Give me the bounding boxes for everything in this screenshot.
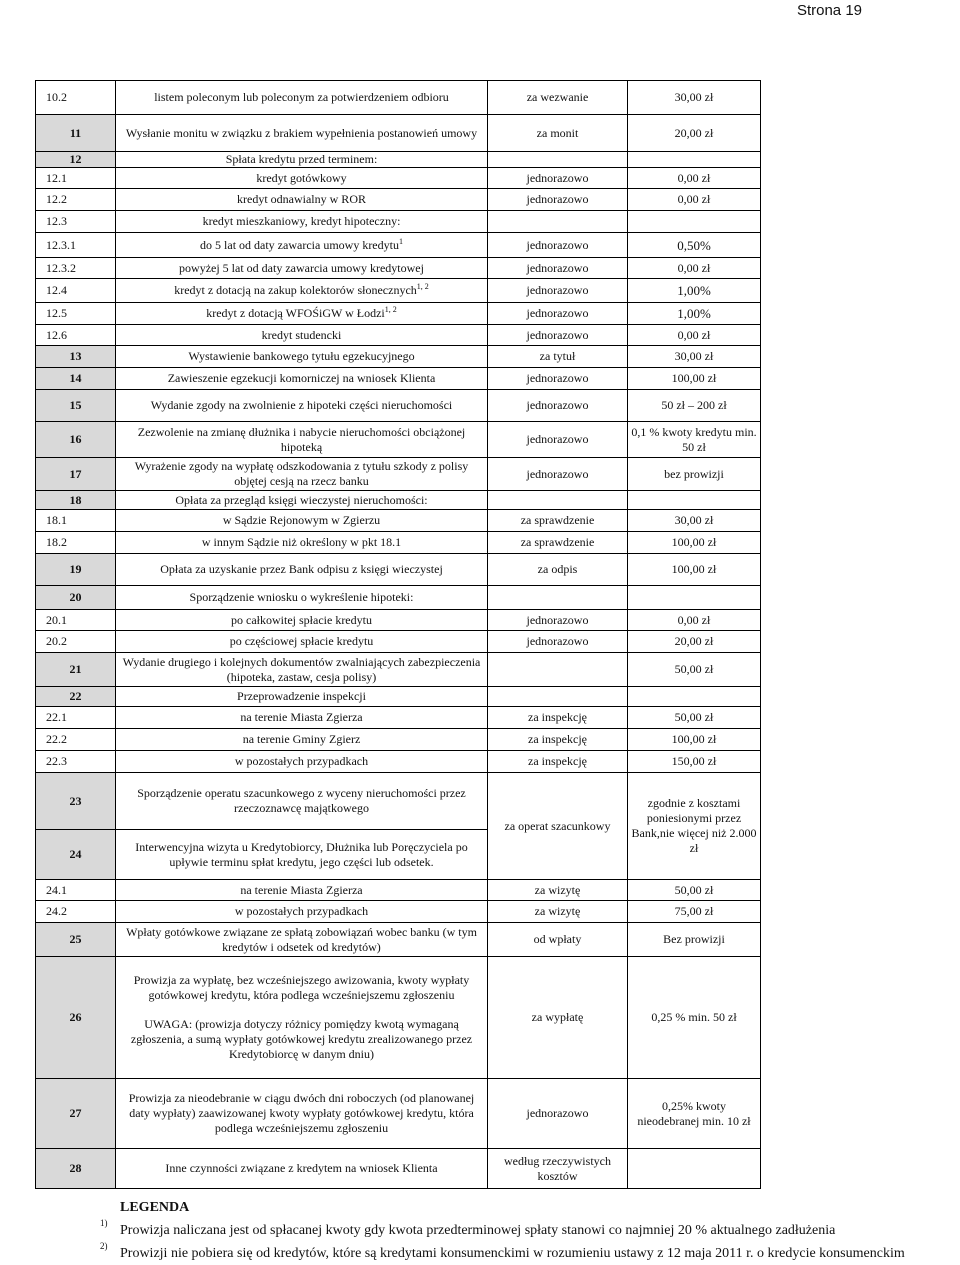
footnote-2-mark: 2) [100, 1241, 108, 1251]
row-fee: 20,00 zł [628, 631, 761, 653]
row-description-text: kredyt z dotacją na zakup kolektorów słonecznych [174, 283, 417, 297]
table-row [36, 233, 761, 258]
row-description-text: Zezwolenie na zmianę dłużnika i nabycie nieruchomości obciążonej hipoteką [137, 424, 466, 454]
footnote-2-text: Prowizji nie pobiera się od kredytów, które są kredytami konsumenckimi w rozumieniu ustawy z 12 maja 2011 r. o kredycie konsumenckim [120, 1246, 905, 1261]
footnote-ref: 1, 2 [384, 305, 397, 314]
row-fee: 50 zł – 200 zł [628, 390, 761, 422]
row-description-text: kredyt gotówkowy [256, 170, 347, 185]
row-fee: 1,00% [628, 303, 761, 325]
row-fee: 0,00 zł [628, 610, 761, 631]
row-fee: 20,00 zł [628, 115, 761, 152]
row-fee: 0,00 zł [628, 325, 761, 346]
row-description-text: po całkowitej spłacie kredytu [231, 612, 372, 627]
row-description [116, 610, 488, 631]
footnote-ref: 1, 2 [416, 282, 429, 291]
table-row [36, 390, 761, 422]
row-fee: 0,25 % min. 50 zł [628, 957, 761, 1079]
row-fee: 75,00 zł [628, 901, 761, 923]
row-number: 28 [36, 1149, 116, 1189]
row-frequency: za inspekcję [488, 751, 628, 773]
row-description [116, 390, 488, 422]
table-row [36, 279, 761, 303]
row-description-text: Prowizja za nieodebranie w ciągu dwóch dni roboczych (od planowanej daty wypłaty) zaawizowanej kwoty wypłaty gotówkowej kredytu, która podlega wcześniejszemu zgłoszeniu [128, 1091, 475, 1135]
row-frequency: jednorazowo [488, 258, 628, 279]
row-description: Sporządzenie operatu szacunkowego z wyceny nieruchomości przez rzeczoznawcę majątkowego [116, 773, 488, 830]
row-fee: 0,00 zł [628, 168, 761, 189]
row-frequency: za wezwanie [488, 81, 628, 115]
row-frequency [488, 211, 628, 233]
row-description-text: na terenie Miasta Zgierza [240, 710, 363, 724]
row-number: 16 [36, 422, 116, 458]
row-frequency: jednorazowo [488, 390, 628, 422]
row-fee: Bez prowizji [628, 923, 761, 957]
row-description [116, 586, 488, 610]
row-number: 18 [36, 491, 116, 510]
table-row [36, 957, 761, 1079]
row-frequency: jednorazowo [488, 1079, 628, 1149]
row-description-text: do 5 lat od daty zawarcia umowy kredytu [200, 237, 399, 252]
table-row [36, 258, 761, 279]
row-number: 22 [36, 687, 116, 707]
row-fee: 30,00 zł [628, 346, 761, 368]
footnote-1-mark: 1) [100, 1218, 108, 1228]
row-frequency: jednorazowo [488, 368, 628, 390]
row-description [116, 751, 488, 773]
table-row [36, 491, 761, 510]
row-fee: 0,00 zł [628, 189, 761, 211]
row-fee: 0,00 zł [628, 258, 761, 279]
row-frequency [488, 653, 628, 687]
row-frequency: jednorazowo [488, 189, 628, 211]
row-number: 20.2 [36, 631, 116, 653]
row-description-text: na terenie Miasta Zgierza [240, 882, 363, 897]
row-description [116, 923, 488, 957]
footnote-2 [100, 1241, 905, 1262]
row-description-text: Inne czynności związane z kredytem na wniosek Klienta [165, 1161, 438, 1175]
row-description-text: powyżej 5 lat od daty zawarcia umowy kredytowej [179, 260, 424, 275]
row-description-text: Przeprowadzenie inspekcji [237, 689, 366, 703]
row-description-text: Wystawienie bankowego tytułu egzekucyjnego [188, 349, 415, 363]
row-number: 12.1 [36, 168, 116, 189]
row-fee: 0,25% kwoty nieodebranej min. 10 zł [628, 1079, 761, 1149]
row-frequency: jednorazowo [488, 458, 628, 491]
row-number: 22.2 [36, 729, 116, 751]
table-row [36, 773, 761, 830]
table-row [36, 346, 761, 368]
row-description [116, 1149, 488, 1189]
row-fee: 100,00 zł [628, 729, 761, 751]
row-description [116, 510, 488, 532]
table-row [36, 880, 761, 901]
row-description [116, 491, 488, 510]
row-fee [628, 491, 761, 510]
row-frequency: za monit [488, 115, 628, 152]
row-description-text: Opłata za przegląd księgi wieczystej nieruchomości: [175, 492, 428, 507]
row-frequency: jednorazowo [488, 422, 628, 458]
row-description-text: Opłata za uzyskanie przez Bank odpisu z księgi wieczystej [160, 562, 443, 576]
row-fee: 100,00 zł [628, 554, 761, 586]
row-number: 26 [36, 957, 116, 1079]
row-number: 24 [36, 830, 116, 880]
table-row [36, 554, 761, 586]
row-description [116, 901, 488, 923]
row-description [116, 532, 488, 554]
row-number: 12.3 [36, 211, 116, 233]
row-fee: 1,00% [628, 279, 761, 303]
row-description [116, 211, 488, 233]
footnote-1 [100, 1218, 836, 1239]
row-fee: 0,50% [628, 233, 761, 258]
row-description [116, 258, 488, 279]
row-number: 18.1 [36, 510, 116, 532]
row-frequency: jednorazowo [488, 279, 628, 303]
row-number: 21 [36, 653, 116, 687]
row-number: 12.5 [36, 303, 116, 325]
row-fee: bez prowizji [628, 458, 761, 491]
row-number: 24.2 [36, 901, 116, 923]
row-number: 12 [36, 152, 116, 168]
row-fee [628, 687, 761, 707]
row-number: 23 [36, 773, 116, 830]
row-fee: 100,00 zł [628, 368, 761, 390]
row-description-text: Spłata kredytu przed terminem: [225, 152, 378, 166]
row-description [116, 279, 488, 303]
row-number: 18.2 [36, 532, 116, 554]
row-description [116, 631, 488, 653]
table-row [36, 653, 761, 687]
table-row [36, 901, 761, 923]
page-number: Strona 19 [796, 2, 862, 19]
table-row [36, 168, 761, 189]
row-description [116, 458, 488, 491]
row-frequency: za wizytę [488, 901, 628, 923]
row-frequency: jednorazowo [488, 168, 628, 189]
row-frequency [488, 491, 628, 510]
row-frequency: za sprawdzenie [488, 510, 628, 532]
table-row [36, 422, 761, 458]
row-description-text: na terenie Gminy Zgierz [242, 732, 361, 746]
row-description [116, 325, 488, 346]
table-row [36, 368, 761, 390]
row-fee: 50,00 zł [628, 707, 761, 729]
footnote-1-text: Prowizja naliczana jest od spłacanej kwoty gdy kwota przedterminowej spłaty stanowi co najmniej 20 % aktualnego zadłużenia [120, 1223, 836, 1238]
row-description-text: Wyrażenie zgody na wypłatę odszkodowania z tytułu szkody z polisy objętej cesją na rzecz banku [134, 459, 469, 488]
row-frequency: według rzeczywistych kosztów [488, 1149, 628, 1189]
table-row [36, 631, 761, 653]
row-description [116, 554, 488, 586]
row-frequency [488, 687, 628, 707]
row-number: 15 [36, 390, 116, 422]
row-description [116, 346, 488, 368]
table-row [36, 923, 761, 957]
row-description [116, 368, 488, 390]
row-description-text: kredyt z dotacją WFOŚiGW w Łodzi [206, 306, 385, 320]
row-number: 24.1 [36, 880, 116, 901]
row-frequency: jednorazowo [488, 303, 628, 325]
row-description [116, 880, 488, 901]
row-description-text: w pozostałych przypadkach [234, 754, 369, 768]
table-row [36, 211, 761, 233]
row-frequency [488, 586, 628, 610]
row-description: Interwencyjna wizyta u Kredytobiorcy, Dłużnika lub Poręczyciela po upływie terminu spłat kredytu, jego części lub odsetek. [116, 830, 488, 880]
table-row [36, 115, 761, 152]
table-row [36, 687, 761, 707]
row-description-text: kredyt studencki [261, 327, 342, 342]
row-frequency [488, 152, 628, 168]
row-fee: 50,00 zł [628, 880, 761, 901]
row-frequency: za wizytę [488, 880, 628, 901]
row-description [116, 653, 488, 687]
row-description-text: Wysłanie monitu w związku z brakiem wypełnienia postanowień umowy [125, 125, 478, 140]
row-fee: 30,00 zł [628, 81, 761, 115]
row-description-text: w innym Sądzie niż określony w pkt 18.1 [201, 535, 402, 549]
table-row [36, 303, 761, 325]
row-frequency: od wpłaty [488, 923, 628, 957]
row-number: 14 [36, 368, 116, 390]
table-row [36, 325, 761, 346]
fee-table-body-2 [36, 880, 761, 1189]
row-number: 11 [36, 115, 116, 152]
row-description-text: Wpłaty gotówkowe związane ze spłatą zobowiązań wobec banku (w tym kredytów i odsetek od kredytów) [126, 924, 477, 954]
row-number: 12.3.2 [36, 258, 116, 279]
footnote-ref: 1 [398, 236, 403, 246]
row-description-text: listem poleconym lub poleconym za potwierdzeniem odbioru [154, 90, 449, 104]
row-description-note: UWAGA: (prowizja dotyczy różnicy pomiędzy kwotą wymaganą zgłoszenia, a sumą wypłaty gotówkowej kredytu zrealizowanego przez Kredytobiorcę w danym dniu) [130, 1017, 473, 1061]
row-frequency: za inspekcję [488, 707, 628, 729]
row-frequency: za wypłatę [488, 957, 628, 1079]
row-number: 13 [36, 346, 116, 368]
row-fee: zgodnie z kosztami poniesionymi przez Bank,nie więcej niż 2.000 zł [628, 773, 761, 880]
row-fee: 50,00 zł [628, 653, 761, 687]
row-fee: 150,00 zł [628, 751, 761, 773]
row-description-text: po częściowej spłacie kredytu [229, 634, 374, 648]
row-number: 22.1 [36, 707, 116, 729]
row-number: 19 [36, 554, 116, 586]
table-row [36, 751, 761, 773]
row-number: 25 [36, 923, 116, 957]
row-fee: 0,1 % kwoty kredytu min. 50 zł [628, 422, 761, 458]
row-description [116, 168, 488, 189]
row-number: 17 [36, 458, 116, 491]
row-number: 12.3.1 [36, 233, 116, 258]
table-row [36, 510, 761, 532]
row-number: 12.4 [36, 279, 116, 303]
row-description [116, 422, 488, 458]
row-description [116, 707, 488, 729]
row-description-text: Wydanie zgody na zwolnienie z hipoteki części nieruchomości [150, 398, 453, 412]
row-frequency: za odpis [488, 554, 628, 586]
row-number: 20 [36, 586, 116, 610]
row-fee: 30,00 zł [628, 510, 761, 532]
row-frequency: za inspekcję [488, 729, 628, 751]
row-description-text: Zawieszenie egzekucji komorniczej na wniosek Klienta [167, 371, 436, 385]
table-row [36, 610, 761, 631]
table-row [36, 1149, 761, 1189]
row-number: 10.2 [36, 81, 116, 115]
row-frequency: jednorazowo [488, 233, 628, 258]
row-description [116, 233, 488, 258]
row-fee [628, 586, 761, 610]
row-frequency: jednorazowo [488, 631, 628, 653]
row-description [116, 957, 488, 1079]
row-description [116, 189, 488, 211]
row-number: 20.1 [36, 610, 116, 631]
table-row [36, 532, 761, 554]
fee-table-body [36, 81, 761, 773]
table-row [36, 458, 761, 491]
row-frequency: jednorazowo [488, 610, 628, 631]
row-frequency: jednorazowo [488, 325, 628, 346]
row-fee [628, 211, 761, 233]
row-number: 22.3 [36, 751, 116, 773]
row-description-text: w pozostałych przypadkach [234, 904, 369, 918]
row-description-text: Prowizja za wypłatę, bez wcześniejszego awizowania, kwoty wypłaty gotówkowej kredytu, która podlega wcześniejszemu zgłoszeniu [133, 973, 470, 1002]
row-fee: 100,00 zł [628, 532, 761, 554]
row-description-text: Sporządzenie wniosku o wykreślenie hipoteki: [189, 590, 414, 604]
row-description [116, 81, 488, 115]
row-description [116, 303, 488, 325]
table-row [36, 189, 761, 211]
row-number: 12.2 [36, 189, 116, 211]
table-row [36, 707, 761, 729]
fee-table [35, 80, 761, 1189]
row-frequency: za sprawdzenie [488, 532, 628, 554]
row-description-text: kredyt odnawialny w ROR [237, 192, 366, 206]
row-description [116, 1079, 488, 1149]
table-row [36, 729, 761, 751]
row-fee [628, 1149, 761, 1189]
row-number: 27 [36, 1079, 116, 1149]
row-fee [628, 152, 761, 168]
row-number: 12.6 [36, 325, 116, 346]
row-description [116, 687, 488, 707]
row-description [116, 152, 488, 168]
table-row [36, 152, 761, 168]
row-description-text: kredyt mieszkaniowy, kredyt hipoteczny: [202, 214, 401, 228]
row-frequency: za operat szacunkowy [488, 773, 628, 880]
row-description [116, 115, 488, 152]
table-row [36, 81, 761, 115]
row-description-text: Wydanie drugiego i kolejnych dokumentów zwalniających zabezpieczenia (hipoteka, zastaw, cesja polisy) [122, 654, 481, 684]
table-row [36, 1079, 761, 1149]
row-frequency: za tytuł [488, 346, 628, 368]
row-description [116, 729, 488, 751]
legend-title: LEGENDA [120, 1200, 190, 1215]
table-row [36, 586, 761, 610]
row-description-text: w Sądzie Rejonowym w Zgierzu [222, 513, 381, 527]
